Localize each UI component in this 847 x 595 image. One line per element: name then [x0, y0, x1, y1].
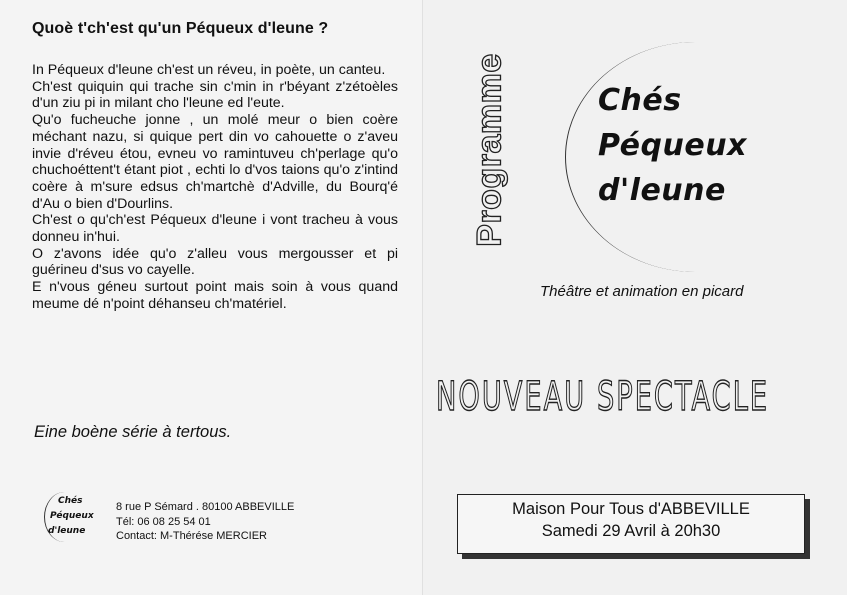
main-logo-line: Chés: [598, 83, 682, 118]
programme-label-wrap: [468, 50, 512, 250]
venue-box: [457, 494, 805, 554]
small-logo: [44, 492, 106, 544]
contact-phone: Tél: 06 08 25 54 01: [116, 515, 211, 528]
paragraph: E n'vous géneu surtout point mais soin à vous quand meume dé n'point déhanseu ch'matériel.: [32, 279, 398, 312]
small-logo-line: Péqueux: [50, 511, 94, 521]
contact-person: Contact: M-Thérése MERCIER: [116, 530, 267, 542]
page-title: Quoè t'ch'est qu'un Péqueux d'leune ?: [32, 20, 329, 37]
contact-block: [116, 500, 294, 544]
headline: NOUVEAU SPECTACLE: [436, 374, 770, 420]
paragraph: In Péqueux d'leune ch'est un réveu, in poète, un canteu.: [32, 62, 386, 78]
main-logo-line: Péqueux: [598, 128, 747, 163]
tagline: Théâtre et animation en picard: [540, 283, 744, 300]
paragraph: O z'avons idée qu'o z'alleu vous mergousser et pi guérineu d'sus vo cayelle.: [32, 245, 398, 279]
programme-label: Programme: [470, 53, 509, 247]
small-logo-line: d'leune: [48, 526, 86, 536]
paragraph: Qu'o fucheuche jonne , un molé meur o bien coère méchant nazu, si quique pert din vo cahouette o z'aveu invie d'réveu étou, evneu vo ramintuveu ch'perlage qu'o chuchoéttent't étant piot , echti lo d'vos taions qu'o z'intind coère à m'sure edsus ch'martchè d'Adville, du Bourq'é d'Au o bien d'Dourlins.: [32, 112, 398, 212]
left-panel: [0, 0, 423, 595]
main-logo-line: d'leune: [598, 173, 726, 208]
small-logo-line: Chés: [58, 496, 83, 506]
venue-name: Maison Pour Tous d'ABBEVILLE: [512, 500, 750, 518]
intro-text: [32, 62, 398, 313]
event-date: Samedi 29 Avril à 20h30: [541, 522, 721, 540]
main-logo: [598, 78, 747, 213]
paragraph: Ch'est quiquin qui trache sin c'min in r'béyant z'zétoèles d'un ziu pi in milant cho l'leune ed l'eute.: [32, 78, 398, 112]
paragraph: Ch'est o qu'ch'est Péqueux d'leune i vont tracheu à vous donneu in'hui.: [32, 212, 398, 246]
closing-line: Eine boène série à tertous.: [34, 423, 232, 441]
contact-address: 8 rue P Sémard . 80100 ABBEVILLE: [116, 501, 295, 513]
